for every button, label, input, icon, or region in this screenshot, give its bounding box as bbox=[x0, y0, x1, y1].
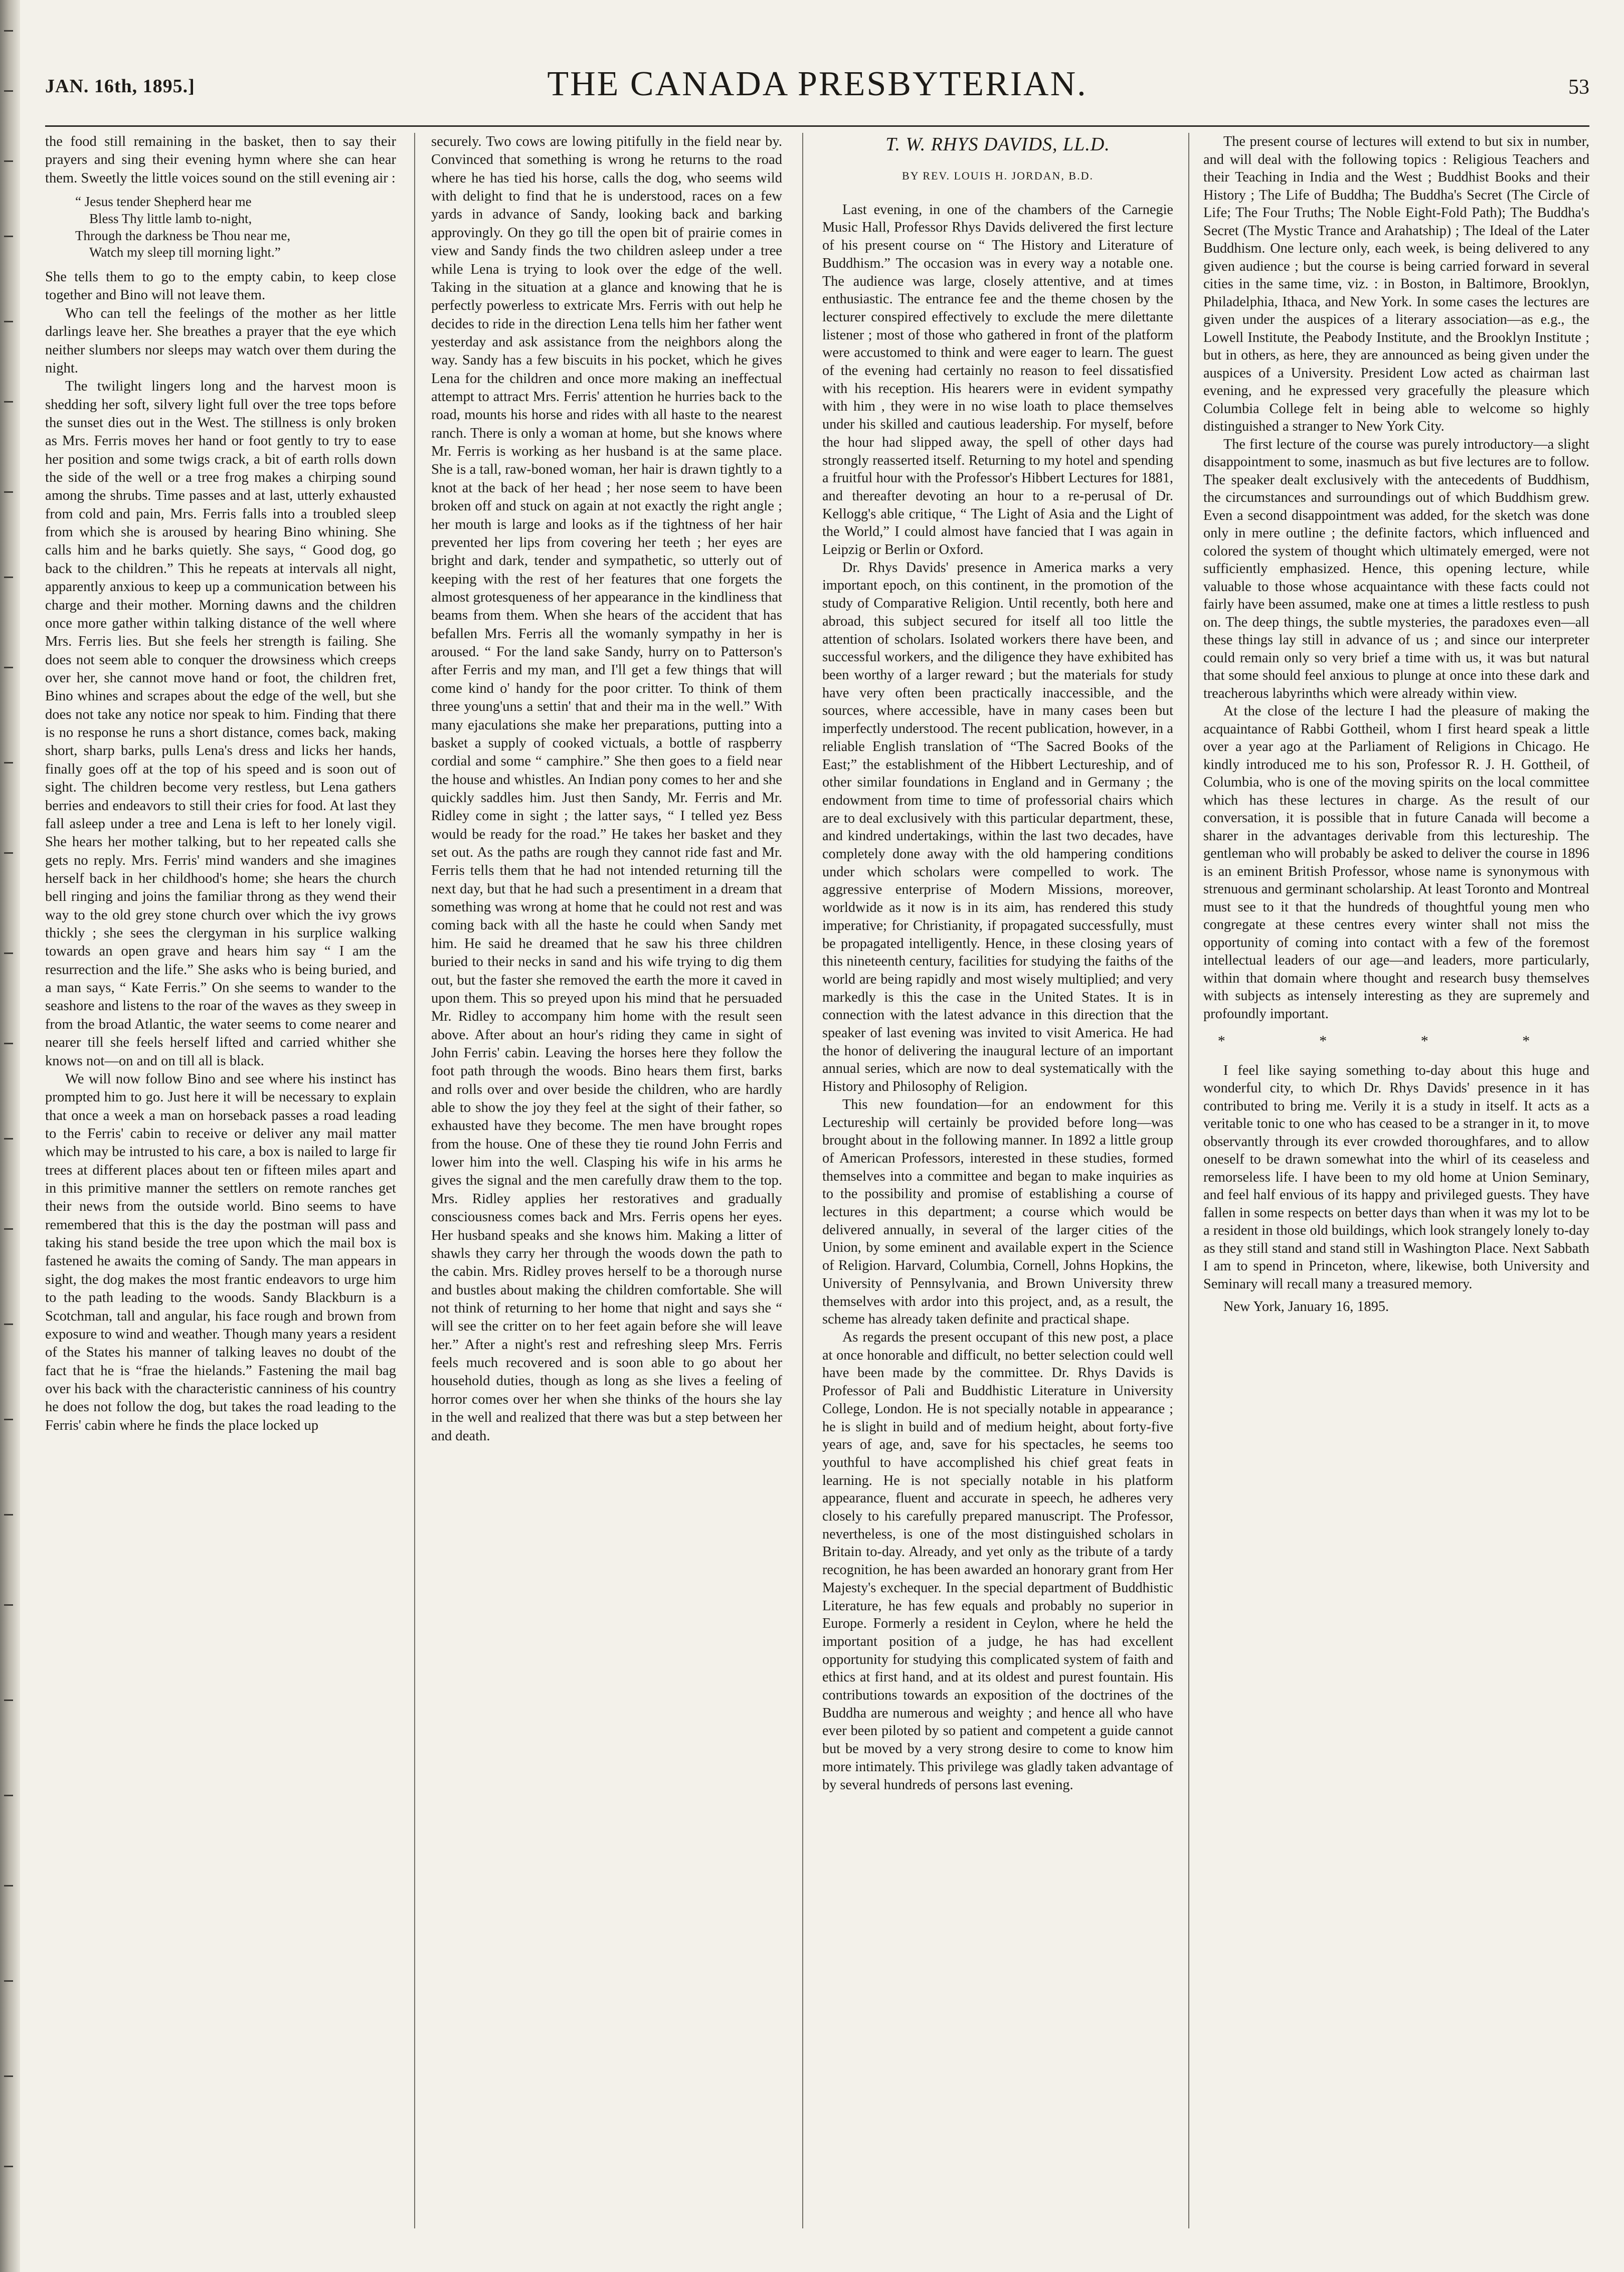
article-column-2 bbox=[1203, 133, 1589, 2228]
column-rule bbox=[414, 133, 415, 2228]
story-paragraph: Who can tell the feelings of the mother as her little darlings leave her. She breathes a prayer that the eye which neither slumbers nor sleeps may watch over them during the night. bbox=[45, 305, 396, 376]
article-dateline: New York, January 16, 1895. bbox=[1223, 1299, 1389, 1315]
article-title: T. W. RHYS DAVIDS, LL.D. bbox=[885, 134, 1110, 155]
story-paragraph: the food still remaining in the basket, then to say their prayers and sing their evening hymn where she can hear them. Sweetly the little voices sound on the still evening air : bbox=[45, 134, 396, 186]
article-paragraph: At the close of the lecture I had the pleasure of making the acquaintance of Rabbi Gottheil, whom I first heard speak a little over a year ago at the Parliament of Religions in Chicago. He kindly introduced me to his son, Professor R. J. H. Gottheil, of Columbia, who is one of the moving spirits on the local committee which has these lectures in charge. As the result of our conversation, it is possible that in future Canada will become a sharer in the advantages derivable from this lectureship. The gentleman who will probably be asked to deliver the course in 1896 is an eminent British Professor, whose name is synonymous with strenuous and germinant scholarship. At least Toronto and Montreal must see to it that the hundreds of thoughtful young men who congregate at these centres every winter shall not miss the opportunity of coming into contact with a few of the foremost intellectual leaders of our age—and leaders, more particularly, within that domain where thought and research busy themselves with subjects as intensely interesting as they are supremely and profoundly important. bbox=[1203, 703, 1589, 1022]
article-paragraph: This new foundation—for an endowment for this Lectureship will certainly be provided before long—was brought about in the following manner. In 1892 a little group of American Professors, interested in these studies, formed themselves into a committee and began to make inquiries as to the possibility and promise of establishing a course of lectures in this department; a course which would be delivered annually, in several of the larger cities of the Union, by some eminent and available expert in the Science of Religion. Harvard, Columbia, Cornell, Johns Hopkins, the University of Pennsylvania, and Brown University threw themselves with ardor into this project, and, as a result, the scheme has already taken definite and practical shape. bbox=[822, 1096, 1173, 1328]
column-rule bbox=[1188, 133, 1189, 2228]
article-paragraph: The first lecture of the course was purely introductory—a slight disappointment to some, inasmuch as but five lectures are to follow. The speaker dealt exclusively with the antecedents of Buddhism, the circumstances and surroundings out of which Buddhism grew. Even a second disappointment was added, for the sketch was done only in mere outline ; the definite factors, which influenced and colored the system of thought which ultimately emerged, were not sufficiently emphasized. Hence, this opening lecture, while valuable to those whose acquaintance with these facts could not fairly have been assumed, make one at times a little restless to push on. The deep things, the subtle mysteries, the paradoxes even—all these things lay still in advance of us ; and since our interpreter could remain only so very brief a time with us, it was but natural that some should feel anxious to plunge at once into these dark and treacherous labyrinths which were already within view. bbox=[1203, 436, 1589, 701]
hymn-line: “ Jesus tender Shepherd hear me bbox=[75, 194, 252, 210]
article-paragraph: As regards the present occupant of this new post, a place at once honorable and difficult, no better selection could well have been made by the committee. Dr. Rhys Davids is Professor of Pali and Buddhistic Literature in University College, London. He is not specially notable in appearance ; he is slight in build and of medium height, about forty-five years of age, and, save for his spectacles, he seems too youthful to have accomplished his chief great feats in learning. He is not specially notable in his platform appearance, fluent and accurate in speech, he adheres very closely to his carefully prepared manuscript. The Professor, nevertheless, is one of the most distinguished scholars in Britain to-day. Already, and yet only as the tribute of a tardy recognition, he has been awarded an honorary grant from Her Majesty's exchequer. In the special department of Buddhistic Literature, he has few equals and probably no superior in Europe. Formerly a resident in Ceylon, where he held the important position of a judge, he has had excellent opportunity for studying this complicated system of faith and ethics at first hand, and at its oldest and purest fountain. His contributions towards an exposition of the doctrines of the Buddha are numerous and weighty ; and hence all who have ever been piloted by so patient and competent a guide cannot but be moved by a very strong desire to come to know him more intimately. This privilege was gladly taken advantage of by several hundreds of persons last evening. bbox=[822, 1330, 1173, 1793]
story-paragraph: securely. Two cows are lowing pitifully in the field near by. Convinced that something is wrong he returns to the road where he has tied his horse, calls the dog, who seems wild with delight to find that he is understood, races on a few yards in advance of Sandy, looking back and barking approvingly. On they go till the open bit of prairie comes in view and Sandy finds the two children asleep under a tree while Lena is trying to look over the edge of the well. Taking in the situation at a glance and knowing that he is perfectly powerless to extricate Mrs. Ferris with out help he decides to ride in the direction Lena tells him her father went yesterday and ask assistance from the neighbors along the way. Sandy has a few biscuits in his pocket, which he gives Lena for the children and once more making an ineffectual attempt to attract Mrs. Ferris' attention he hurries back to the road, mounts his horse and rides with all haste to the nearest ranch. There is only a woman at home, but she knows where Mr. Ferris is working as her husband is at the same place. She is a tall, raw-boned woman, her hair is drawn tightly to a knot at the back of her head ; her nose seem to have been broken off and stuck on again at not exactly the right angle ; her mouth is large and looks as if the tightness of her hair prevented her lips from covering her teeth ; her eyes are bright and dark, tender and sympathetic, so utterly out of keeping with the rest of her features that one forgets the almost grotesqueness of her appearance in the kindliness that beams from them. When she hears of the accident that has befallen Mrs. Ferris all the womanly sympathy in her is aroused. “ For the land sake Sandy, hurry on to Patterson's after Ferris and my man, and I'll get a few things that will come kind o' handy for the poor critter. To think of them three young'uns a settin' that and their ma in the well.” With many ejaculations she make her preparations, putting into a basket a supply of cooked victuals, a bottle of raspberry cordial and some “ camphire.” She then goes to a field near the house and whistles. An Indian pony comes to her and she quickly saddles him. Just then Sandy, Mr. Ferris and Mr. Ridley come in sight ; the latter says, “ I telled yez Bess would be ready for the road.” He takes her basket and they set out. As the paths are rough they cannot ride fast and Mr. Ferris tells them that he had not intended returning till the next day, but that he had such a presentiment in a dream that something was wrong at home that he could not rest and was coming back with all the haste he could when Sandy met him. He said he dreamed that he saw his three children buried to their necks in sand and his wife trying to dig them out, but the faster she removed the earth the more it caved in upon them. This so preyed upon his mind that he persuaded Mr. Ridley to accompany him home with the result seen above. After about an hour's riding they came in sight of John Ferris' cabin. Leaving the horses here they follow the foot path through the woods. Bino hears them first, barks and rolls over and over beside the children, who are hardly able to show the joy they feel at the sight of their father, so exhausted have they become. The men have brought ropes from the house. One of these they tie round John Ferris and lower him into the well. Clasping his wife in his arms he gives the signal and the men carefully draw them to the top. Mrs. Ridley applies her restoratives and gradually consciousness comes back and Mrs. Ferris opens her eyes. Her husband speaks and she knows him. Making a litter of shawls they carry her through the woods down the path to the cabin. Mrs. Ridley proves herself to be a thorough nurse and bustles about making the children comfortable. She will not think of returning to her home that night and says she “ will see the critter on to her feet again before she will leave her.” After a night's rest and refreshing sleep Mrs. Ferris feels much recovered and is soon able to go about her household duties, though as long as she lives a feeling of horror comes over her when she thinks of the hours she lay in the well and realized that there was but a step between her and death. bbox=[431, 134, 782, 1444]
hymn-line: Through the darkness be Thou near me, bbox=[75, 228, 291, 243]
story-paragraph: She tells them to go to the empty cabin, to keep close together and Bino will not leave them. bbox=[45, 269, 396, 303]
header-rule bbox=[45, 125, 1589, 127]
article-paragraph: I feel like saying something to-day about this huge and wonderful city, to which Dr. Rhys Davids' presence in it has contributed to bring me. Verily it is a study in itself. It acts as a veritable tonic to one who has ceased to be a stranger in it, to move observantly through its ever crowded thoroughfares, and to allow oneself to be drawn somewhat into the whirl of its ceaseless and remorseless life. I have been to my old home at Union Seminary, and feel half envious of its happy and privileged guests. They have fallen in some respects on better days than when it was my lot to be a resident in those old buildings, which look strangely lonely to-day as they still stand and stand still in Washington Place. Next Sabbath I am to spend in Princeton, where, likewise, both University and Seminary will recall many a treasured memory. bbox=[1203, 1062, 1589, 1292]
story-paragraph: The twilight lingers long and the harvest moon is shedding her soft, silvery light full over the tree tops before the sunset dies out in the West. The stillness is only broken as Mrs. Ferris moves her hand or foot gently to try to ease her position and some twigs crack, a bit of earth rolls down the side of the well or a tree frog makes a chirping sound among the shrubs. Time passes and at last, utterly exhausted from cold and pain, Mrs. Ferris falls into a troubled sleep from which she is aroused by hearing Bino whining. She calls him and he barks quietly. She says, “ Good dog, go back to the children.” This he repeats at intervals all night, apparently anxious to keep up a communication between his charge and their mother. Morning dawns and the children once more gather within talking distance of the well where Mrs. Ferris lies. But she feels her strength is failing. She does not seem able to conquer the drowsiness which creeps over her, she cannot move hand or foot, the children fret, Bino whines and scrapes about the edge of the well, but she does not take any notice nor speak to him. Finding that there is no response he runs a short distance, comes back, making short, sharp barks, pulls Lena's dress and licks her hands, finally goes off at the top of his speed and is soon out of sight. The children become very restless, but Lena gathers berries and endeavors to still their cries for food. At last they fall asleep under a tree and Lena is left to her lonely vigil. She hears her mother talking, but to her repeated calls she gets no reply. Mrs. Ferris' mind wanders and she imagines herself back in her childhood's home; she hears the church bell ringing and joins the familiar throng as they wend their way to the old grey stone church over which the ivy grows thickly ; she sees the clergyman in his surplice walking towards an open grave and hears him say “ I am the resurrection and the life.” She asks who is being buried, and a man says, “ Kate Ferris.” On she seems to wander to the seashore and listens to the roar of the waves as they sweep in from the broad Atlantic, the water seems to come nearer and nearer till she feels herself lifted and carried whither she knows not—on and on till all is black. bbox=[45, 378, 396, 1069]
story-column-1 bbox=[45, 133, 396, 2228]
article-paragraph: Dr. Rhys Davids' presence in America marks a very important epoch, on this continent, in the promotion of the study of Comparative Religion. Until recently, both here and abroad, this subject secured for itself all too little the attention of scholars. Isolated workers there have been, and successful workers, and the diligence they have exhibited has been worthy of a larger reward ; but the materials for study have very often been practically inaccessible, and the sources, where accessible, have in many cases been but imperfectly understood. The recent publication, however, in a reliable English translation of “The Sacred Books of the East;” the establishment of the Hibbert Lectureship, and of other similar foundations in England and in Germany ; the endowment from time to time of professorial chairs which are to deal exclusively with this particular department, these, and kindred undertakings, within the last two decades, have completely done away with the old hampering conditions under which scholars were compelled to work. The aggressive enterprise of Modern Missions, moreover, worldwide as it now is in its aim, has rendered this study imperative; for Christianity, if propagated successfully, must be propagated intelligently. Hence, in these closing years of this nineteenth century, facilities for studying the faiths of the world are being rapidly and most wisely multiplied; and very markedly is this the case in the United States. It is in connection with the latest advance in this direction that the speaker of last evening was invited to visit America. He had the honor of delivering the inaugural lecture of an important annual series, which are now to deal systematically with the History and Philosophy of Religion. bbox=[822, 559, 1173, 1095]
page-number: 53 bbox=[1568, 76, 1589, 99]
article-paragraph: Last evening, in one of the chambers of the Carnegie Music Hall, Professor Rhys Davids delivered the first lecture of his present course on “ The History and Literature of Buddhism.” The occasion was in every way a notable one. The audience was large, closely attentive, and at times enthusiastic. The entrance fee and the theme chosen by the lecturer conspired effectively to exclude the mere dilettante listener ; most of those who gathered in front of the platform were accustomed to think and were eager to learn. The guest of the evening had certainly no reason to feel dissatisfied with his reception. His hearers were in evident sympathy with him , they were in no wise loath to place themselves under his skilled and cautious leadership. For myself, before the hour had slipped away, the spell of other days had strongly reasserted itself. Returning to my hotel and spending a fruitful hour with the Professor's Hibbert Lectures for 1881, and thereafter devoting an hour to a re-perusal of Dr. Kellogg's able critique, “ The Light of Asia and the Light of the World,” I could almost have fancied that I was again in Leipzig or Berlin or Oxford. bbox=[822, 202, 1173, 558]
issue-date: JAN. 16th, 1895.] bbox=[45, 76, 195, 97]
story-paragraph: We will now follow Bino and see where his instinct has prompted him to go. Just here it will be necessary to explain that once a week a man on horseback passes a road leading to the Ferris' cabin to receive or deliver any mail matter which may be intrusted to his care, a box is nailed to large fir trees at different places about ten or fifteen miles apart and in this primitive manner the settlers on remote ranches get their news from the outside world. Bino seems to have remembered that this is the day the postman will pass and taking his stand beside the tree upon which the mail box is fastened he awaits the coming of Sandy. The man appears in sight, the dog makes the most frantic endeavors to urge him to the path leading to the woods. Sandy Blackburn is a Scotchman, tall and angular, his face rough and brown from exposure to wind and weather. Though many years a resident of the States his manner of talking leaves no doubt of the fact that he is “frae the hielands.” Fastening the mail bag over his back with the characteristic canniness of his country he does not follow the dog, but takes the road leading to the Ferris' cabin where he finds the place locked up bbox=[45, 1071, 396, 1433]
hymn-verse bbox=[75, 194, 396, 261]
article-byline: BY REV. LOUIS H. JORDAN, B.D. bbox=[902, 169, 1094, 182]
binding-edge bbox=[0, 0, 20, 2272]
column-rule bbox=[802, 133, 803, 2228]
section-break-stars: * * * * bbox=[1217, 1033, 1575, 1049]
hymn-line: Watch my sleep till morning light.” bbox=[89, 245, 281, 260]
story-column-2 bbox=[431, 133, 782, 2228]
article-paragraph: The present course of lectures will extend to but six in number, and will deal with the following topics : Religious Teachers and their Teaching in India and the West ; Buddhist Books and their History ; The Life of Buddha; The Buddha's Secret (The Circle of Life; The Four Truths; The Noble Eight-Fold Path); The Buddha's Secret (The Mystic Trance and Arahatship) ; The Ideal of the Later Buddhism. One lecture only, each week, is being delivered to any given audience ; but the course is being carried forward in several cities in the same time, viz. : in Boston, in Baltimore, Brooklyn, Philadelphia, Ithaca, and New York. In some cases the lectures are given under the auspices of a literary association—as e.g., the Lowell Institute, the Peabody Institute, and the Brooklyn Institute ; but in others, as here, they are announced as being given under the auspices of a University. President Low acted as chairman last evening, and he expressed very gracefully the pleasure which Columbia College felt in being able to welcome so highly distinguished a stranger to New York City. bbox=[1203, 134, 1589, 434]
masthead-title: THE CANADA PRESBYTERIAN. bbox=[547, 65, 1088, 103]
hymn-line: Bless Thy little lamb to-night, bbox=[89, 211, 252, 226]
page-header bbox=[45, 55, 1589, 125]
article-column-1 bbox=[822, 133, 1173, 2228]
